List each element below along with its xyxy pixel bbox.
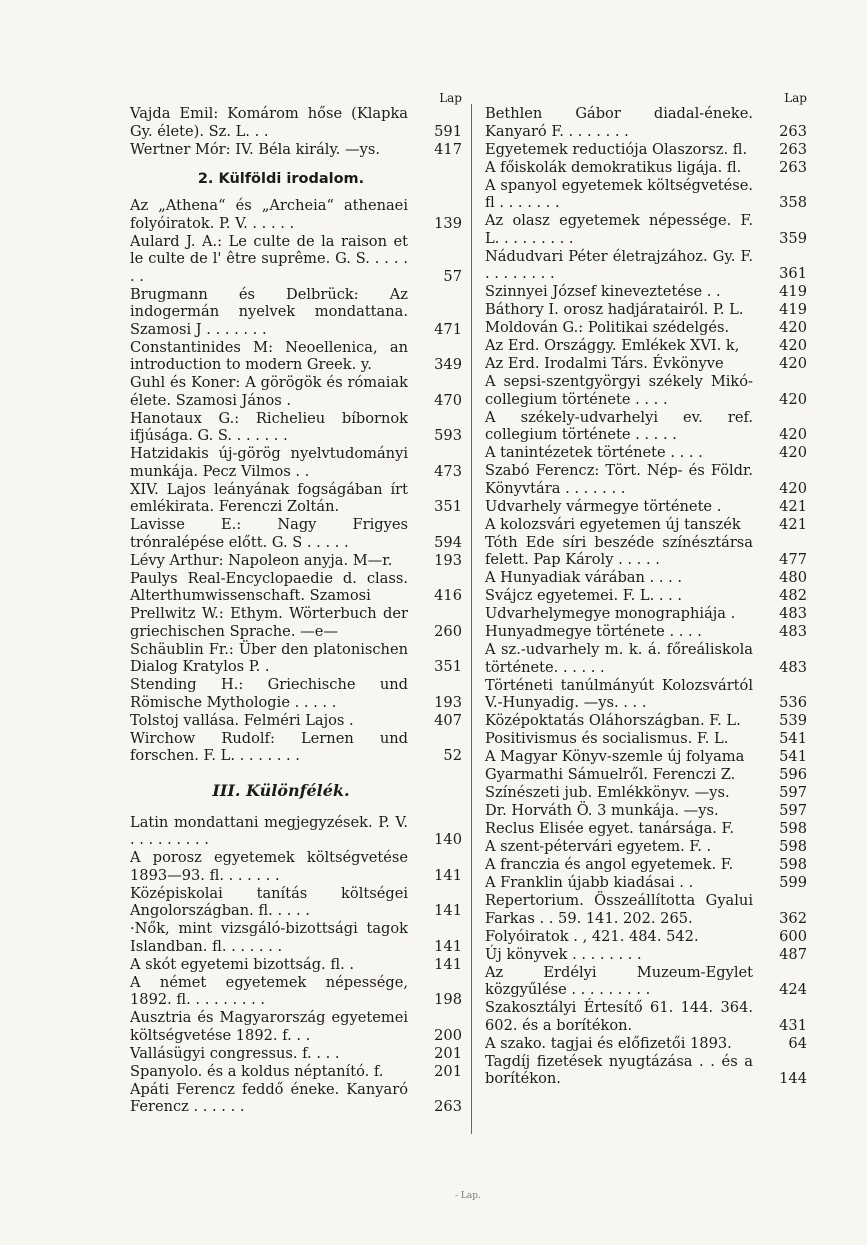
entry-page-number: 198 [434,991,462,1008]
entry-page-number: 420 [779,355,807,372]
index-entry [485,283,807,301]
index-entry [485,623,807,641]
index-entry [130,885,462,920]
index-entry [130,730,462,765]
index-entry [130,1009,462,1044]
index-entry [130,920,462,955]
entry-title: Lévy Arthur: Napoleon anyja. M—r. [130,551,393,569]
entry-page-number: 598 [779,856,807,873]
index-entry [485,141,807,159]
entry-page-number: 539 [779,712,807,729]
entry-title: ·Nők, mint vizsgáló-bizottsági tagok Islandban. fl. . . . . . . [130,920,408,955]
entry-title: Dr. Horváth Ö. 3 munkája. —ys. [485,802,719,819]
index-entry [130,141,462,159]
index-entry [130,445,462,480]
index-entry [485,641,807,676]
index-entry [485,838,807,856]
entry-title: Tolstoj vallása. Felméri Lajos . [130,711,354,729]
index-entry [485,999,807,1034]
entry-page-number: 52 [443,747,462,764]
entry-title: A székely-udvarhelyi ev. ref. collegium története . . . . . [485,408,753,443]
entry-page-number: 536 [779,694,807,711]
index-entry [130,410,462,445]
index-entry [485,516,807,534]
entry-page-number: 57 [443,267,462,285]
entry-title: Vallásügyi congressus. f. . . . [130,1044,340,1062]
entry-page-number: 416 [434,587,462,604]
index-entry [130,516,462,551]
index-entry [485,1053,807,1088]
entry-title: Udvarhelymegye monographiája . [485,605,736,622]
entry-title: Bethlen Gábor diadal-éneke. Kanyaró F. . . . . . . . [485,105,753,140]
entry-page-number: 358 [779,194,807,211]
entry-title: Lavisse E.: Nagy Frigyes trónralépése előtt. G. S . . . . . [130,516,408,551]
index-entry [485,462,807,497]
index-entry [485,677,807,712]
entry-page-number: 141 [434,902,462,919]
index-entry [130,605,462,640]
entry-title: Szakosztályi Értesítő 61. 144. 364. 602. és a borítékon. [485,999,753,1034]
entry-title: Prellwitz W.: Ethym. Wörterbuch der griechischen Sprache. —e— [130,605,408,640]
index-entry [485,784,807,802]
entry-page-number: 596 [779,766,807,783]
entry-title: A szent-pétervári egyetem. F. . [485,838,712,855]
entry-page-number: 421 [779,497,807,515]
entry-title: A porosz egyetemek költségvetése 1893—93. fl. . . . . . . [130,849,408,884]
entry-title: Aulard J. A.: Le culte de la raison et le culte de l' être suprême. G. S. . . . . . . [130,232,408,285]
section-heading: 2. Külföldi irodalom. [197,171,365,187]
entry-page-number: 200 [434,1026,462,1044]
index-entry [485,928,807,946]
index-entry [130,233,462,286]
index-entry [485,355,807,373]
entry-title: Az Erd. Országgy. Emlékek XVI. k, [485,337,740,354]
entry-title: Udvarhely vármegye története . [485,497,722,515]
entry-title: A skót egyetemi bizottság. fl. . [130,955,354,973]
entry-page-number: 483 [779,658,807,676]
index-entry [485,766,807,784]
index-entry [130,676,462,711]
entry-title: Apáti Ferencz feddő éneke. Kanyaró Ferencz . . . . . . [130,1080,408,1115]
entry-page-number: 597 [779,784,807,801]
entry-page-number: 64 [788,1034,807,1052]
entry-title: A Hunyadiak várában . . . . [485,569,683,586]
entry-page-number: 420 [779,479,807,497]
entry-page-number: 260 [434,622,462,640]
entry-page-number: 201 [434,1044,462,1062]
index-entry [130,1063,462,1081]
entry-title: Nádudvari Péter életrajzához. Gy. F. . . . . . . . . [485,247,753,282]
entry-page-number: 593 [434,427,462,444]
entry-title: Constantinides M: Neoellenica, an introduction to modern Greek. y. [130,338,408,373]
index-entry [130,849,462,884]
entry-page-number: 140 [434,831,462,848]
index-entry [485,444,807,462]
index-entry [130,481,462,516]
entry-page-number: 591 [434,122,462,140]
index-entry [130,712,462,730]
entry-page-number: 483 [779,623,807,640]
index-entry [130,641,462,676]
entry-page-number: 598 [779,838,807,855]
index-entry [130,814,462,849]
entry-title: A főiskolák demokratikus ligája. fl. [485,158,742,176]
index-entry [485,319,807,337]
entry-title: Wertner Mór: IV. Béla király. —ys. [130,140,381,158]
entry-title: Hatzidakis új-görög nyelvtudományi munkája. Pecz Vilmos . . [130,445,408,480]
right-page-header: Lap [784,91,807,105]
entry-title: Színészeti jub. Emlékkönyv. —ys. [485,784,730,801]
index-entry [485,874,807,892]
entry-page-number: 362 [779,909,807,927]
entry-title: Paulys Real-Encyclopaedie d. class. Alterthumwissenschaft. Szamosi [130,569,408,604]
entry-title: Az Erdélyi Muzeum-Egylet közgyűlése . . . . . . . . . [485,963,753,998]
index-entry [130,974,462,1009]
index-entry [485,748,807,766]
index-entry [485,534,807,569]
entry-title: Spanyolo. és a koldus néptanító. f. [130,1062,384,1080]
entry-title: Stending H.: Griechische und Römische Mythologie . . . . . [130,676,408,711]
entry-title: A sz.-udvarhely m. k. á. főreáliskola története. . . . . . [485,641,753,676]
entry-title: A spanyol egyetemek költségvetése. fl . . . . . . . [485,176,753,211]
entry-page-number: 420 [779,319,807,336]
entry-title: Hunyadmegye története . . . . [485,623,702,640]
entry-page-number: 470 [434,391,462,409]
entry-title: Középiskolai tanítás költségei Angolországban. fl. . . . . [130,884,408,919]
entry-page-number: 598 [779,820,807,837]
index-entry [130,286,462,339]
entry-title: XIV. Lajos leányának fogságában írt emlékirata. Ferenczi Zoltán. [130,480,408,515]
entry-title: A Franklin újabb kiadásai . . [485,874,694,891]
entry-title: Báthory I. orosz hadjáratairól. P. L. [485,301,744,318]
index-entry [485,820,807,838]
entry-page-number: 482 [779,587,807,604]
index-entry [485,856,807,874]
entry-page-number: 420 [779,390,807,408]
section-heading: III. Különfélék. [212,780,350,800]
index-entry [485,802,807,820]
entry-title: Repertorium. Összeállította Gyalui Farkas . . 59. 141. 202. 265. [485,892,753,927]
entry-title: Történeti tanúlmányút Kolozsvártól V.-Hunyadig. —ys. . . . [485,676,753,711]
entry-page-number: 424 [779,981,807,998]
entry-page-number: 483 [779,605,807,622]
entry-page-number: 407 [434,711,462,729]
entry-page-number: 193 [434,693,462,711]
entry-page-number: 541 [779,730,807,747]
index-entry [485,409,807,444]
entry-title: Moldován G.: Politikai szédelgés. [485,319,730,336]
entry-page-number: 599 [779,874,807,891]
index-entry [485,248,807,283]
index-entry [485,105,807,140]
entry-page-number: 349 [434,356,462,373]
entry-title: Egyetemek reductiója Olaszorsz. fl. [485,140,748,158]
entry-page-number: 420 [779,426,807,443]
index-entry [485,605,807,623]
entry-title: Wirchow Rudolf: Lernen und forschen. F. L. . . . . . . . [130,729,408,764]
entry-page-number: 480 [779,569,807,586]
index-entry [485,212,807,247]
index-entry [130,197,462,232]
right-entries [485,105,807,1088]
entry-page-number: 477 [779,551,807,568]
index-entry [485,730,807,748]
index-entry [485,892,807,927]
entry-title: A tanintézetek története . . . . [485,444,703,461]
index-entry [485,946,807,964]
entry-page-number: 144 [779,1070,807,1087]
index-entry [485,373,807,408]
entry-title: Vajda Emil: Komárom hőse (Klapka Gy. élete). Sz. L. . . [130,105,408,140]
entry-title: Latin mondattani megjegyzések. P. V. . . . . . . . . . [130,813,408,848]
entry-page-number: 419 [779,283,807,300]
entry-page-number: 263 [779,140,807,158]
entry-title: Brugmann és Delbrück: Az indogermán nyelvek mondattana. Szamosi J . . . . . . . [130,285,408,338]
entry-title: Reclus Elisée egyet. tanársága. F. [485,820,735,837]
entry-page-number: 597 [779,802,807,819]
entry-title: A franczia és angol egyetemek. F. [485,856,734,873]
index-entry [130,1045,462,1063]
entry-page-number: 419 [779,301,807,318]
index-entry [485,301,807,319]
entry-page-number: 139 [434,214,462,232]
entry-title: Guhl és Koner: A görögök és rómaiak élete. Szamosi János . [130,374,408,409]
index-entry [130,956,462,974]
entry-title: Középoktatás Oláhországban. F. L. [485,712,741,729]
index-entry [485,964,807,999]
index-entry [130,105,462,140]
index-entry [485,177,807,212]
entry-page-number: 431 [779,1016,807,1034]
entry-page-number: 193 [434,551,462,569]
entry-title: Gyarmathi Sámuelről. Ferenczi Z. [485,766,736,783]
index-entry [485,587,807,605]
index-entry [130,339,462,374]
entry-title: Tagdíj fizetések nyugtázása . . és a borítékon. [485,1052,753,1087]
index-entry [485,712,807,730]
index-entry [485,569,807,587]
left-page-header: Lap [439,91,462,105]
index-entry [130,570,462,605]
entry-title: Folyóiratok . , 421. 484. 542. [485,927,699,945]
entry-title: Új könyvek . . . . . . . . [485,945,642,963]
entry-page-number: 359 [779,229,807,247]
index-entry [485,159,807,177]
entry-page-number: 141 [434,937,462,955]
entry-title: Tóth Ede síri beszéde színésztársa felett. Pap Károly . . . . . [485,533,753,568]
entry-title: Positivismus és socialismus. F. L. [485,730,729,747]
entry-page-number: 417 [434,140,462,158]
entry-title: Ausztria és Magyarország egyetemei költségvetése 1892. f. . . [130,1009,408,1044]
entry-page-number: 420 [779,444,807,461]
entry-page-number: 420 [779,337,807,354]
entry-page-number: 421 [779,515,807,533]
entry-page-number: 141 [434,866,462,884]
entry-title: A kolozsvári egyetemen új tanszék [485,515,741,533]
entry-title: Hanotaux G.: Richelieu bíbornok ifjúsága. G. S. . . . . . . [130,409,408,444]
index-entry [485,337,807,355]
entry-page-number: 141 [434,955,462,973]
entry-page-number: 263 [779,122,807,140]
entry-title: Szabó Ferencz: Tört. Nép- és Földr. Könyvtára . . . . . . . [485,462,753,497]
entry-page-number: 263 [434,1098,462,1115]
entry-title: Az Erd. Irodalmi Társ. Évkönyve [485,355,724,372]
entry-title: A szako. tagjai és előfizetői 1893. [485,1034,732,1052]
index-entry [130,1081,462,1116]
entry-page-number: 263 [779,158,807,176]
entry-page-number: 361 [779,265,807,282]
entry-title: Szinnyei József kineveztetése . . [485,283,721,300]
entry-title: Svájcz egyetemei. F. L. . . . [485,587,683,604]
entry-page-number: 351 [434,498,462,515]
entry-page-number: 600 [779,927,807,945]
index-entry [485,1035,807,1053]
index-entry [130,374,462,409]
entry-page-number: 594 [434,533,462,551]
index-entry [485,498,807,516]
entry-title: A német egyetemek népessége, 1892. fl. . . . . . . . . [130,973,408,1008]
entry-title: A sepsi-szentgyörgyi székely Mikó-collegium története . . . . [485,373,753,408]
footer-mark: - Lap. [455,1191,481,1201]
column-divider [471,104,472,1134]
entry-page-number: 471 [434,320,462,338]
entry-page-number: 473 [434,462,462,480]
entry-title: Az „Athena“ és „Archeia“ athenaei folyóiratok. P. V. . . . . . [130,197,408,232]
entry-page-number: 351 [434,658,462,675]
left-entries [130,105,462,1116]
entry-title: Az olasz egyetemek népessége. F. L. . . . . . . . . [485,212,753,247]
entry-page-number: 541 [779,748,807,765]
entry-title: A Magyar Könyv-szemle új folyama [485,748,745,765]
entry-page-number: 487 [779,945,807,963]
entry-title: Schäublin Fr.: Über den platonischen Dialog Kratylos P. . [130,640,408,675]
entry-page-number: 201 [434,1062,462,1080]
index-entry [130,552,462,570]
